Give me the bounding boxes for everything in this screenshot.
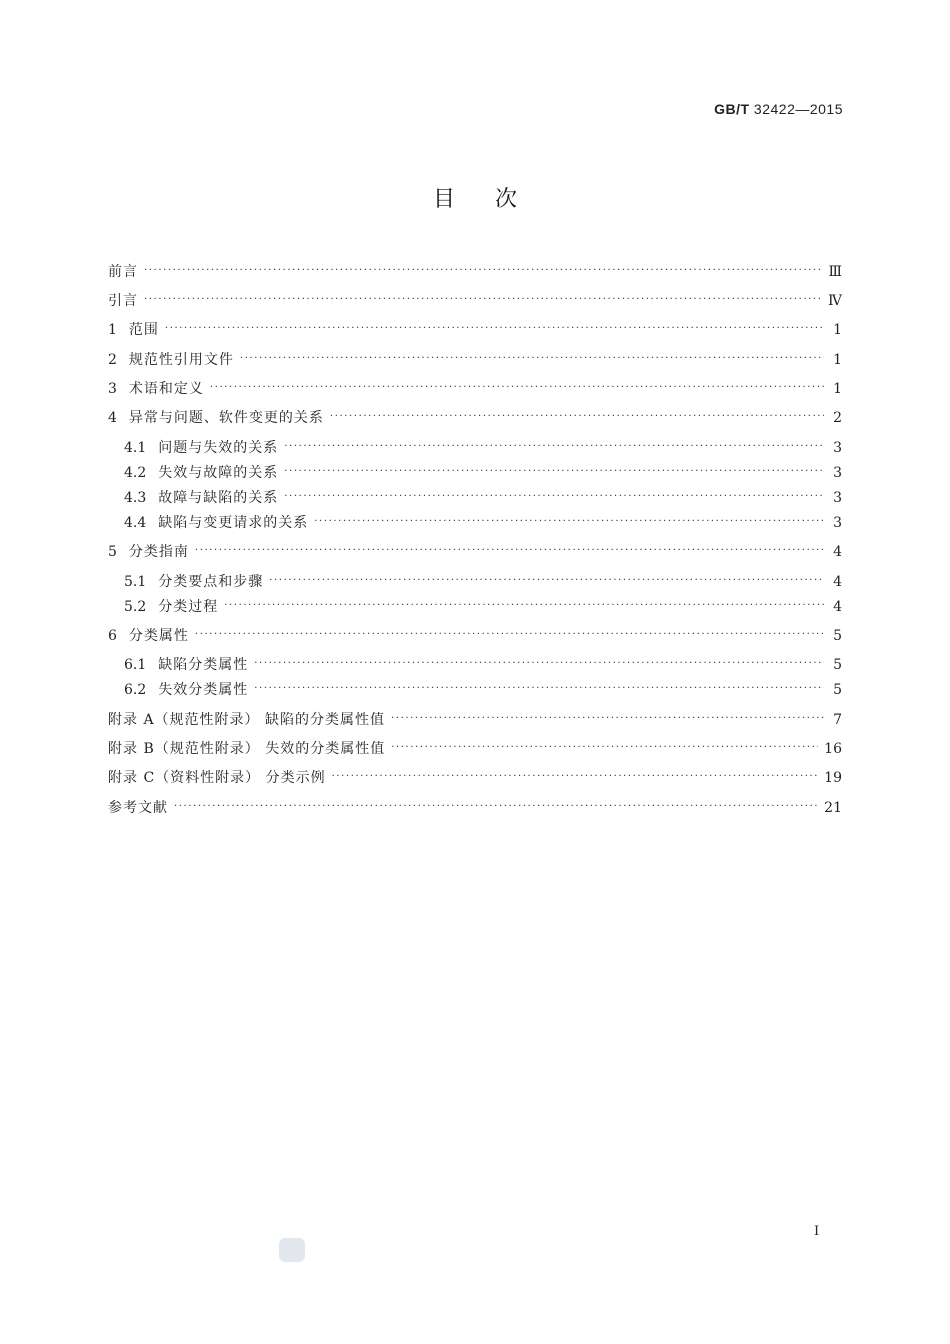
toc-number: 6 [108, 628, 117, 644]
toc-page: 1 [833, 322, 842, 338]
toc-number: 5.2 [124, 599, 147, 615]
dot-leader [391, 738, 818, 759]
toc-number: 6.1 [124, 657, 147, 673]
toc-page: 4 [833, 574, 842, 590]
toc-page: 19 [824, 770, 842, 786]
toc-label: 缺陷与变更请求的关系 [158, 515, 309, 531]
toc-page: 7 [833, 712, 842, 728]
toc-page: 5 [833, 628, 842, 644]
toc-page: 3 [833, 515, 842, 531]
toc-number: 1 [108, 322, 117, 338]
toc-label: 失效分类属性 [158, 682, 249, 698]
toc-label: 故障与缺陷的关系 [158, 490, 279, 506]
toc-page: 5 [833, 682, 842, 698]
dot-leader [240, 349, 824, 370]
toc-page: 4 [833, 544, 842, 560]
toc-label: 缺陷分类属性 [158, 657, 249, 673]
toc-number: 5 [108, 544, 117, 560]
toc-label: 分类属性 [128, 628, 189, 644]
dot-leader [195, 625, 824, 646]
toc-entry-appendix-c[interactable] [108, 764, 842, 788]
standard-code [714, 101, 843, 117]
sac-logo-icon [279, 1238, 305, 1262]
dot-leader [330, 407, 824, 428]
toc-page: 1 [833, 381, 842, 397]
dot-leader [391, 709, 824, 730]
toc-entry-4-1[interactable] [124, 434, 842, 458]
toc-number: 3 [108, 381, 117, 397]
toc-page: 16 [824, 741, 842, 757]
toc-number: 2 [108, 352, 117, 368]
toc-label: 附录 A（规范性附录） 缺陷的分类属性值 [108, 712, 386, 728]
toc-label: 规范性引用文件 [128, 352, 234, 368]
toc-entry-6-2[interactable] [124, 676, 842, 700]
dot-leader [284, 437, 824, 458]
toc-entry-4-3[interactable] [124, 484, 842, 508]
toc-entry-4-4[interactable] [124, 509, 842, 533]
toc-page: 2 [833, 410, 842, 426]
toc-label: 附录 C（资料性附录） 分类示例 [108, 770, 326, 786]
dot-leader [284, 462, 824, 483]
toc-entry-4-2[interactable] [124, 459, 842, 483]
dot-leader [269, 571, 824, 592]
dot-leader [224, 596, 824, 617]
dot-leader [332, 767, 819, 788]
toc-number: 6.2 [124, 682, 147, 698]
toc-number: 4.1 [124, 440, 147, 456]
toc-label: 术语和定义 [128, 381, 204, 397]
dot-leader [284, 487, 824, 508]
dot-leader [254, 679, 824, 700]
toc-entry-5-2[interactable] [124, 593, 842, 617]
toc-entry-6[interactable] [108, 622, 842, 646]
dot-leader [165, 319, 824, 340]
dot-leader [210, 378, 824, 399]
toc-entry-references[interactable] [108, 794, 842, 818]
toc-number: 4.4 [124, 515, 147, 531]
dot-leader [144, 290, 822, 311]
toc-label: 前言 [108, 264, 138, 280]
toc-label: 问题与失效的关系 [158, 440, 279, 456]
toc-page: 4 [833, 599, 842, 615]
toc-page: 21 [824, 800, 842, 816]
dot-leader [144, 261, 822, 282]
toc-number: 4.2 [124, 465, 147, 481]
toc-entry-preface[interactable] [108, 258, 842, 282]
toc-entry-4[interactable] [108, 404, 842, 428]
toc-entry-5-1[interactable] [124, 568, 842, 592]
toc-number: 4 [108, 410, 117, 426]
toc-entry-5[interactable] [108, 538, 842, 562]
toc-entry-appendix-a[interactable] [108, 706, 842, 730]
toc-label: 附录 B（规范性附录） 失效的分类属性值 [108, 741, 386, 757]
toc-entry-appendix-b[interactable] [108, 735, 842, 759]
toc-page: 1 [833, 352, 842, 368]
toc-label: 分类过程 [158, 599, 219, 615]
toc-page: Ⅲ [828, 264, 842, 280]
standard-number: 32422—2015 [753, 101, 843, 117]
toc-page: 3 [833, 465, 842, 481]
toc-label: 范围 [128, 322, 159, 338]
toc-entry-6-1[interactable] [124, 651, 842, 675]
toc-page: Ⅳ [828, 293, 842, 309]
dot-leader [195, 541, 824, 562]
dot-leader [314, 512, 824, 533]
toc-number: 5.1 [124, 574, 147, 590]
page-number: Ⅰ [814, 1224, 820, 1239]
toc-label: 失效与故障的关系 [158, 465, 279, 481]
toc-page: 3 [833, 490, 842, 506]
toc-label: 参考文献 [108, 800, 168, 816]
toc-number: 4.3 [124, 490, 147, 506]
toc-entry-introduction[interactable] [108, 287, 842, 311]
toc-page: 5 [833, 657, 842, 673]
toc-page: 3 [833, 440, 842, 456]
dot-leader [254, 654, 824, 675]
page-title: 目次 [432, 187, 557, 212]
toc-label: 分类要点和步骤 [158, 574, 264, 590]
standard-prefix: GB/T [714, 101, 750, 117]
dot-leader [174, 797, 818, 818]
toc-label: 引言 [108, 293, 138, 309]
toc-label: 异常与问题、软件变更的关系 [128, 410, 324, 426]
toc-label: 分类指南 [128, 544, 189, 560]
toc-entry-2[interactable] [108, 346, 842, 370]
toc-entry-3[interactable] [108, 375, 842, 399]
toc-entry-1[interactable] [108, 316, 842, 340]
